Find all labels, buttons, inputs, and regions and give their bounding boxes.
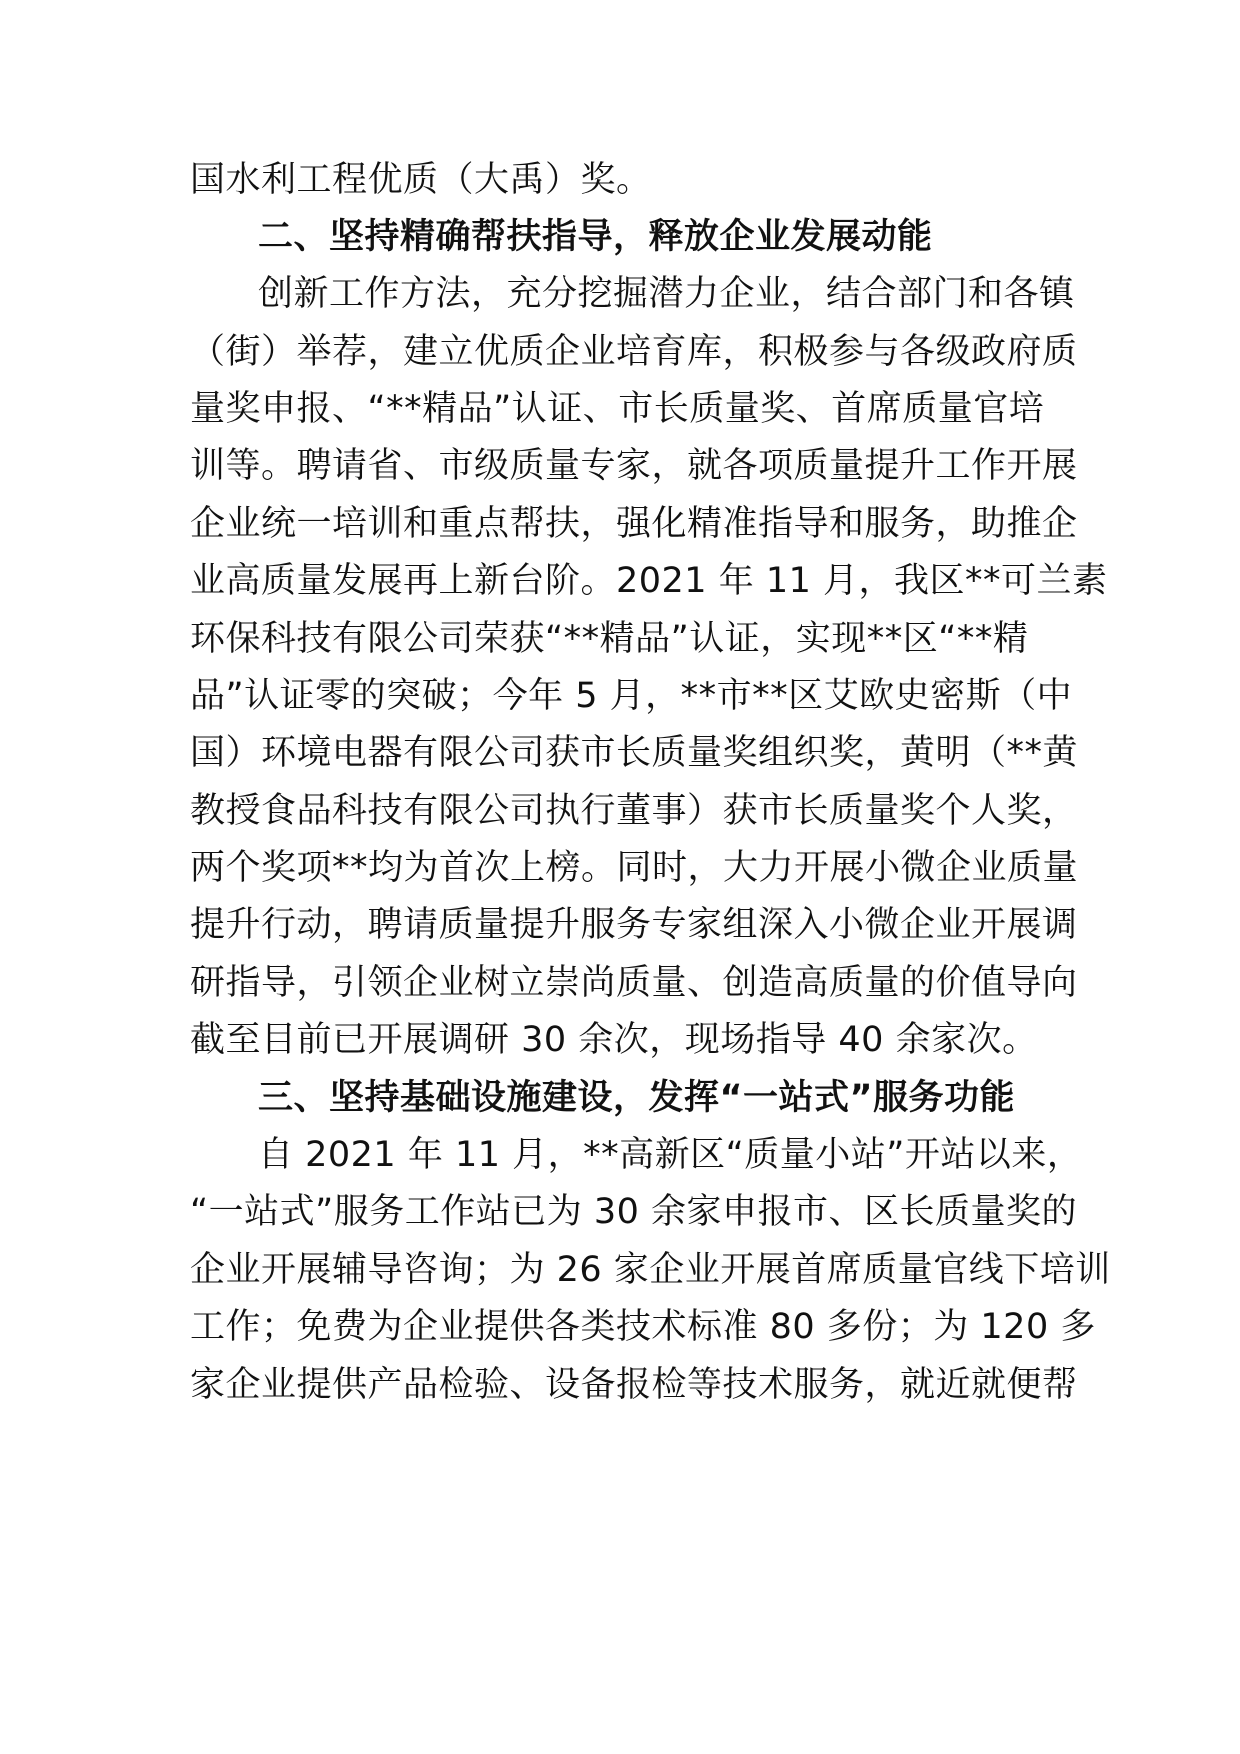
paragraph-line: 家企业提供产品检验、设备报检等技术服务，就近就便帮: [190, 1365, 1078, 1405]
paragraph-line: 国水利工程优质（大禹）奖。: [190, 160, 652, 200]
paragraph-line: “一站式”服务工作站已为 30 余家申报市、区长质量奖的: [190, 1192, 1078, 1232]
paragraph-line: 自 2021 年 11 月，**高新区“质量小站”开站以来，: [258, 1135, 1083, 1175]
paragraph-line: 业高质量发展再上新台阶。2021 年 11 月，我区**可兰素: [190, 561, 1108, 601]
paragraph-line: 提升行动，聘请质量提升服务专家组深入小微企业开展调: [190, 905, 1078, 945]
paragraph-line: 企业统一培训和重点帮扶，强化精准指导和服务，助推企: [190, 504, 1078, 544]
paragraph-line: 训等。聘请省、市级质量专家，就各项质量提升工作开展: [190, 446, 1078, 486]
paragraph-line: 环保科技有限公司荣获“**精品”认证，实现**区“**精: [190, 619, 1029, 659]
paragraph-line: 品”认证零的突破；今年 5 月，**市**区艾欧史密斯（中: [190, 676, 1073, 716]
paragraph-line: 教授食品科技有限公司执行董事）获市长质量奖个人奖，: [190, 791, 1078, 831]
paragraph-line: 两个奖项**均为首次上榜。同时，大力开展小微企业质量: [190, 848, 1079, 888]
paragraph-line: （街）举荐，建立优质企业培育库，积极参与各级政府质: [190, 332, 1078, 372]
section-heading: 二、坚持精确帮扶指导，释放企业发展动能: [258, 217, 933, 257]
paragraph-line: 工作；免费为企业提供各类技术标准 80 多份；为 120 多: [190, 1307, 1096, 1347]
paragraph-line: 企业开展辅导咨询；为 26 家企业开展首席质量官线下培训: [190, 1250, 1111, 1290]
section-heading: 三、坚持基础设施建设，发挥“一站式”服务功能: [258, 1078, 1016, 1118]
paragraph-line: 创新工作方法，充分挖掘潜力企业，结合部门和各镇: [258, 274, 1075, 314]
paragraph-line: 量奖申报、“**精品”认证、市长质量奖、首席质量官培: [190, 389, 1045, 429]
paragraph-line: 国）环境电器有限公司获市长质量奖组织奖，黄明（**黄: [190, 733, 1079, 773]
paragraph-line: 截至目前已开展调研 30 余次，现场指导 40 余家次。: [190, 1020, 1038, 1060]
paragraph-line: 研指导，引领企业树立崇尚质量、创造高质量的价值导向: [190, 963, 1078, 1003]
